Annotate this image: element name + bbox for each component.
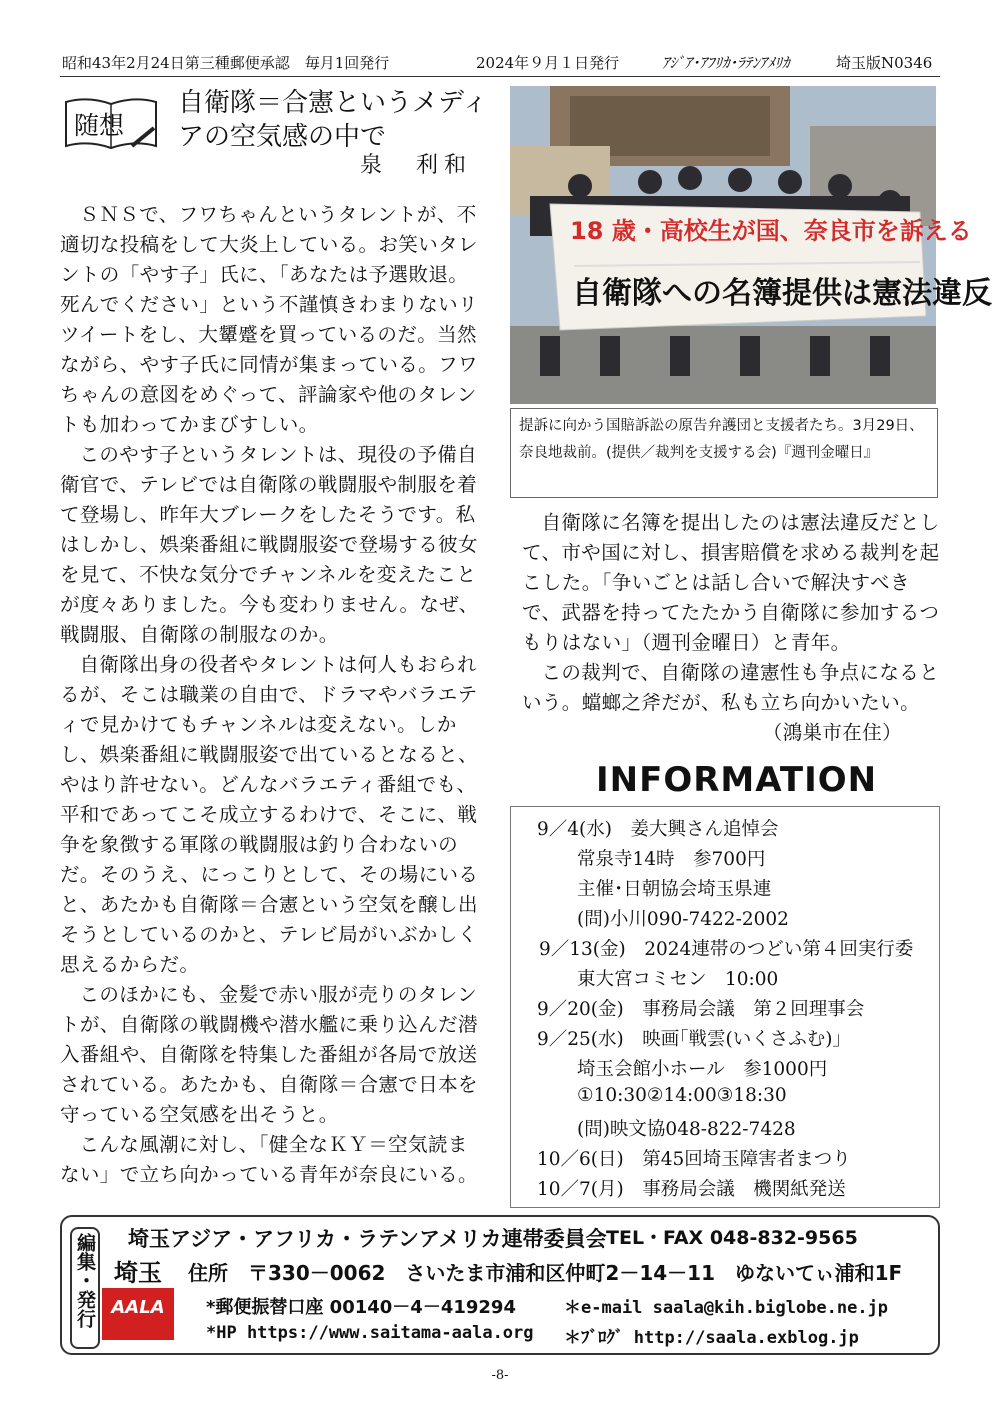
info-row: 9／25(水) 映画｢戦雲(いくさふむ)｣ [537,1029,842,1050]
info-row: (問)映文協048‐822‐7428 [577,1119,796,1140]
zuiso-label: 随想 [74,111,125,140]
edit-publish-label: 編集・発行 [74,1233,96,1328]
banner-text-red: 18 歳・高校生が国、奈良市を訴える [570,217,972,245]
essay-body-right [522,508,942,748]
edition-number: 埼玉版N0346 [836,54,933,72]
essay-body-left [60,200,485,1190]
information-heading [596,760,878,808]
info-row: 9／13(金) 2024連帯のつどい第４回実行委 [539,939,914,960]
essay-title-line-1: 自衛隊＝合憲というメディ [178,88,488,118]
logo-aala-text: AALA [102,1288,174,1340]
logo-top-text: 埼玉 [114,1259,162,1287]
paragraph: このやす子というタレントは、現役の予備自衛官で、テレビでは自衛隊の戦闘服や制服を着て登場し、昨年大ブレークをしたそうです。私はしかし、娯楽番組に戦闘服姿で登場する彼女を見て、不快な気分でチャンネルを変えたことが度々ありました。今も変わりません。なぜ、戦闘服、自衛隊の制服なのか。 [60,443,479,646]
information-box [510,806,940,1208]
zuiso-book-icon [62,94,160,156]
info-row: 10／6(日) 第45回埼玉障害者まつり [537,1149,851,1170]
org-name: 埼玉アジア・アフリカ・ラテンアメリカ連帯委員会 [128,1227,607,1251]
page-number: -8- [491,1368,509,1383]
paragraph: 自衛隊出身の役者やタレントは何人もおられるが、そこは職業の自由で、ドラマやバラエティで見かけてもチャンネルは変えない。しかし、娯楽番組に戦闘服姿で出ているとなると、やはり許せない。どんなバラエティ番組でも、平和であってこそ成立するわけで、そこに、戦争を象徴する軍隊の戦闘服は釣り合わないのだ。そのうえ、にっこりとして、その場にいると、あたかも自衛隊＝合憲という空気を醸し出そうとしているのかと、テレビ局がいぶかしく思えるからだ。 [60,653,479,976]
banner-text-black: 自衛隊への名簿提供は憲法違反 [572,276,992,311]
blog-link[interactable]: ＊ﾌﾞﾛｸﾞ http://saala.exblog.jp [564,1328,859,1348]
info-row: 埼玉会館小ホール 参1000円 [577,1059,828,1080]
info-row: (問)小川090‐7422‐2002 [577,909,789,930]
aala-logo [102,1253,174,1349]
postal-account: *郵便振替口座 00140－4－419294 [206,1297,516,1318]
info-row: 9／20(金) 事務局会議 第２回理事会 [537,999,865,1020]
email-link[interactable]: ＊e-mail saala@kih.biglobe.ne.jp [564,1298,889,1318]
information-title: INFORMATION [596,760,878,800]
info-row: 9／4(水) 姜大興さん追悼会 [537,819,779,840]
info-row: 主催･日朝協会埼玉県連 [577,879,772,900]
info-row: 10／7(月) 事務局会議 機関紙発送 [537,1179,846,1200]
header-org: ｱｼﾞｱ･ｱﾌﾘｶ･ﾗﾃﾝｱﾒﾘｶ [662,54,790,72]
edit-publish-tag [70,1227,100,1349]
issue-date: 2024年９月１日発行 [476,54,620,72]
paragraph: ＳＮＳで、フワちゃんというタレントが、不適切な投稿をして大炎上している。お笑いタレントの「やす子」氏に、「あなたは予選敗退。死んでください」という不謹慎きわまりないリツイートをし、大顰蹙を買っているのだ。当然ながら、やす子氏に同情が集まっている。フワちゃんの意図をめぐって、評論家や他のタレントも加わってかまびすしい。 [60,203,478,436]
postal-approval: 昭和43年2月24日第三種郵便承認 毎月1回発行 [62,54,390,72]
author-name: 泉 利和 [360,153,473,178]
header-rule [60,76,940,77]
publisher-footer [60,1215,940,1355]
paragraph: 自衛隊に名簿を提出したのは憲法違反だとして、市や国に対し、損害賠償を求める裁判を起こした。「争いごとは話し合いで解決すべきで、武器を持ってたたかう自衛隊に参加するつもりはない」（週刊金曜日）と青年。 [522,511,940,654]
paragraph: この裁判で、自衛隊の違憲性も争点になるという。蟷螂之斧だが、私も立ち向かいたい。 [522,661,940,714]
paragraph: こんな風潮に対し、「健全なＫＹ＝空気読まない」で立ち向かっている青年が奈良にいる。 [60,1133,478,1186]
homepage-link[interactable]: *HP https://www.saitama-aala.org [206,1323,534,1343]
info-row: 東大宮コミセン 10:00 [577,969,779,990]
author-residence: （鴻巣市在住） [762,721,902,744]
essay-title-line-2: アの空気感の中で [178,122,387,152]
essay-title [178,86,498,154]
info-row: 常泉寺14時 参700円 [577,849,766,870]
paragraph: このほかにも、金髪で赤い服が売りのタレントが、自衛隊の戦闘機や潜水艦に乗り込んだ潜入番組や、自衛隊を特集した番組が各局で放送されている。あたかも、自衛隊＝合憲で日本を守っている空気感を出そうと。 [60,983,478,1126]
tel-fax: TEL・FAX 048-832-9565 [606,1227,858,1249]
address: 住所 〒330－0062 さいたま市浦和区仲町2－14－11 ゆないてぃ浦和1F [188,1261,903,1285]
info-row: ①10:30②14:00③18:30 [577,1085,787,1106]
photo-caption: 提訴に向かう国賠訴訟の原告弁護団と支援者たち。3月29日、奈良地裁前。(提供／裁判を支援する会)『週刊金曜日』 [510,408,938,498]
protest-photo [510,86,992,404]
